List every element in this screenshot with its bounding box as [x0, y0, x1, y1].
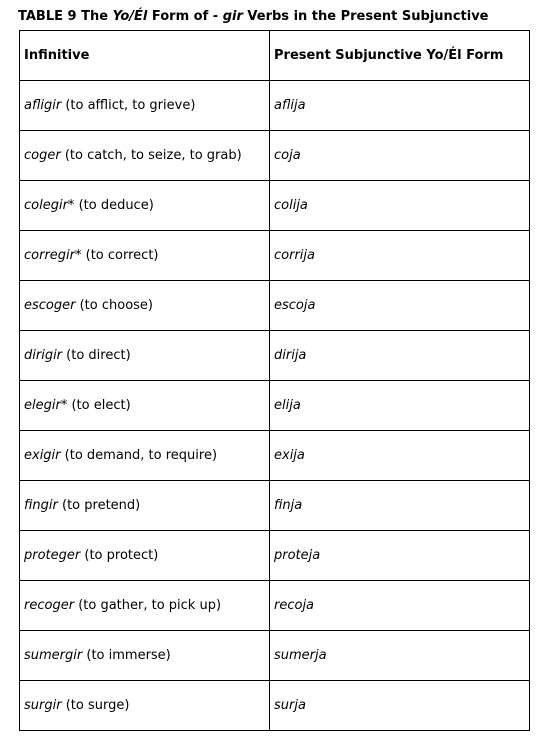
- table-row: [20, 631, 530, 681]
- infinitive-cell: [20, 381, 270, 431]
- subjunctive-form-cell: [270, 681, 530, 731]
- subjunctive-form-cell: [270, 131, 530, 181]
- infinitive-verb: surgir: [24, 698, 62, 713]
- table-row: [20, 131, 530, 181]
- header-subjunctive-form: Present Subjunctive Yo/Él Form: [270, 31, 530, 81]
- infinitive-cell: [20, 581, 270, 631]
- table-row: [20, 81, 530, 131]
- table-row: [20, 581, 530, 631]
- infinitive-gloss: (to choose): [79, 298, 154, 313]
- subjunctive-form-cell: [270, 331, 530, 381]
- infinitive-verb: recoger: [24, 598, 75, 613]
- subjunctive-form: aflija: [274, 98, 306, 113]
- caption-title-ital1: Yo/Él: [112, 9, 148, 24]
- table-row: [20, 681, 530, 731]
- infinitive-verb: dirigir: [24, 348, 63, 363]
- subjunctive-form-cell: [270, 231, 530, 281]
- infinitive-gloss: (to demand, to require): [64, 448, 218, 463]
- infinitive-verb: escoger: [24, 298, 76, 313]
- subjunctive-form-cell: [270, 631, 530, 681]
- subjunctive-form: colija: [274, 198, 308, 213]
- subjunctive-form: exija: [274, 448, 305, 463]
- infinitive-cell: [20, 631, 270, 681]
- subjunctive-form-cell: [270, 381, 530, 431]
- subjunctive-form-cell: [270, 81, 530, 131]
- verb-table: [19, 30, 530, 731]
- infinitive-cell: [20, 81, 270, 131]
- infinitive-gloss: (to deduce): [78, 198, 154, 213]
- table-header-row: [20, 31, 530, 81]
- infinitive-gloss: (to catch, to seize, to grab): [64, 148, 242, 163]
- infinitive-cell: [20, 231, 270, 281]
- infinitive-cell: [20, 431, 270, 481]
- infinitive-cell: [20, 181, 270, 231]
- subjunctive-form: dirija: [274, 348, 307, 363]
- infinitive-verb: proteger: [24, 548, 81, 563]
- subjunctive-form-cell: [270, 181, 530, 231]
- infinitive-gloss: (to pretend): [62, 498, 141, 513]
- infinitive-verb: sumergir: [24, 648, 83, 663]
- infinitive-gloss: (to immerse): [86, 648, 171, 663]
- subjunctive-form-cell: [270, 581, 530, 631]
- table-row: [20, 231, 530, 281]
- caption-label: TABLE 9: [18, 9, 77, 24]
- subjunctive-form-cell: [270, 481, 530, 531]
- table-row: [20, 181, 530, 231]
- caption-title-ital2: gir: [222, 9, 243, 24]
- subjunctive-form: recoja: [274, 598, 315, 613]
- infinitive-cell: [20, 681, 270, 731]
- infinitive-verb: colegir*: [24, 198, 75, 213]
- table-row: [20, 281, 530, 331]
- infinitive-verb: corregir*: [24, 248, 82, 263]
- infinitive-gloss: (to direct): [66, 348, 131, 363]
- infinitive-gloss: (to surge): [65, 698, 130, 713]
- table-caption: [18, 9, 488, 24]
- subjunctive-form: coja: [274, 148, 301, 163]
- infinitive-cell: [20, 131, 270, 181]
- subjunctive-form: elija: [274, 398, 301, 413]
- table-row: [20, 331, 530, 381]
- caption-title-pre: The: [81, 9, 109, 24]
- subjunctive-form-cell: [270, 531, 530, 581]
- table-body: [20, 81, 530, 731]
- subjunctive-form: escoja: [274, 298, 316, 313]
- subjunctive-form: sumerja: [274, 648, 327, 663]
- table-row: [20, 531, 530, 581]
- infinitive-verb: exigir: [24, 448, 61, 463]
- infinitive-cell: [20, 481, 270, 531]
- infinitive-gloss: (to correct): [85, 248, 159, 263]
- infinitive-cell: [20, 281, 270, 331]
- infinitive-cell: [20, 331, 270, 381]
- subjunctive-form: proteja: [274, 548, 321, 563]
- table-row: [20, 481, 530, 531]
- infinitive-verb: fingir: [24, 498, 58, 513]
- subjunctive-form: finja: [274, 498, 303, 513]
- subjunctive-form-cell: [270, 431, 530, 481]
- infinitive-gloss: (to gather, to pick up): [78, 598, 222, 613]
- infinitive-gloss: (to elect): [71, 398, 131, 413]
- caption-title-post: Verbs in the Present Subjunctive: [247, 9, 489, 24]
- infinitive-verb: afligir: [24, 98, 62, 113]
- subjunctive-form: corrija: [274, 248, 315, 263]
- subjunctive-form-cell: [270, 281, 530, 331]
- subjunctive-form: surja: [274, 698, 306, 713]
- table-row: [20, 381, 530, 431]
- header-infinitive: Infinitive: [20, 31, 270, 81]
- infinitive-gloss: (to afflict, to grieve): [65, 98, 196, 113]
- infinitive-verb: coger: [24, 148, 61, 163]
- infinitive-verb: elegir*: [24, 398, 68, 413]
- table-row: [20, 431, 530, 481]
- infinitive-cell: [20, 531, 270, 581]
- infinitive-gloss: (to protect): [84, 548, 159, 563]
- caption-title-mid: Form of -: [151, 9, 219, 24]
